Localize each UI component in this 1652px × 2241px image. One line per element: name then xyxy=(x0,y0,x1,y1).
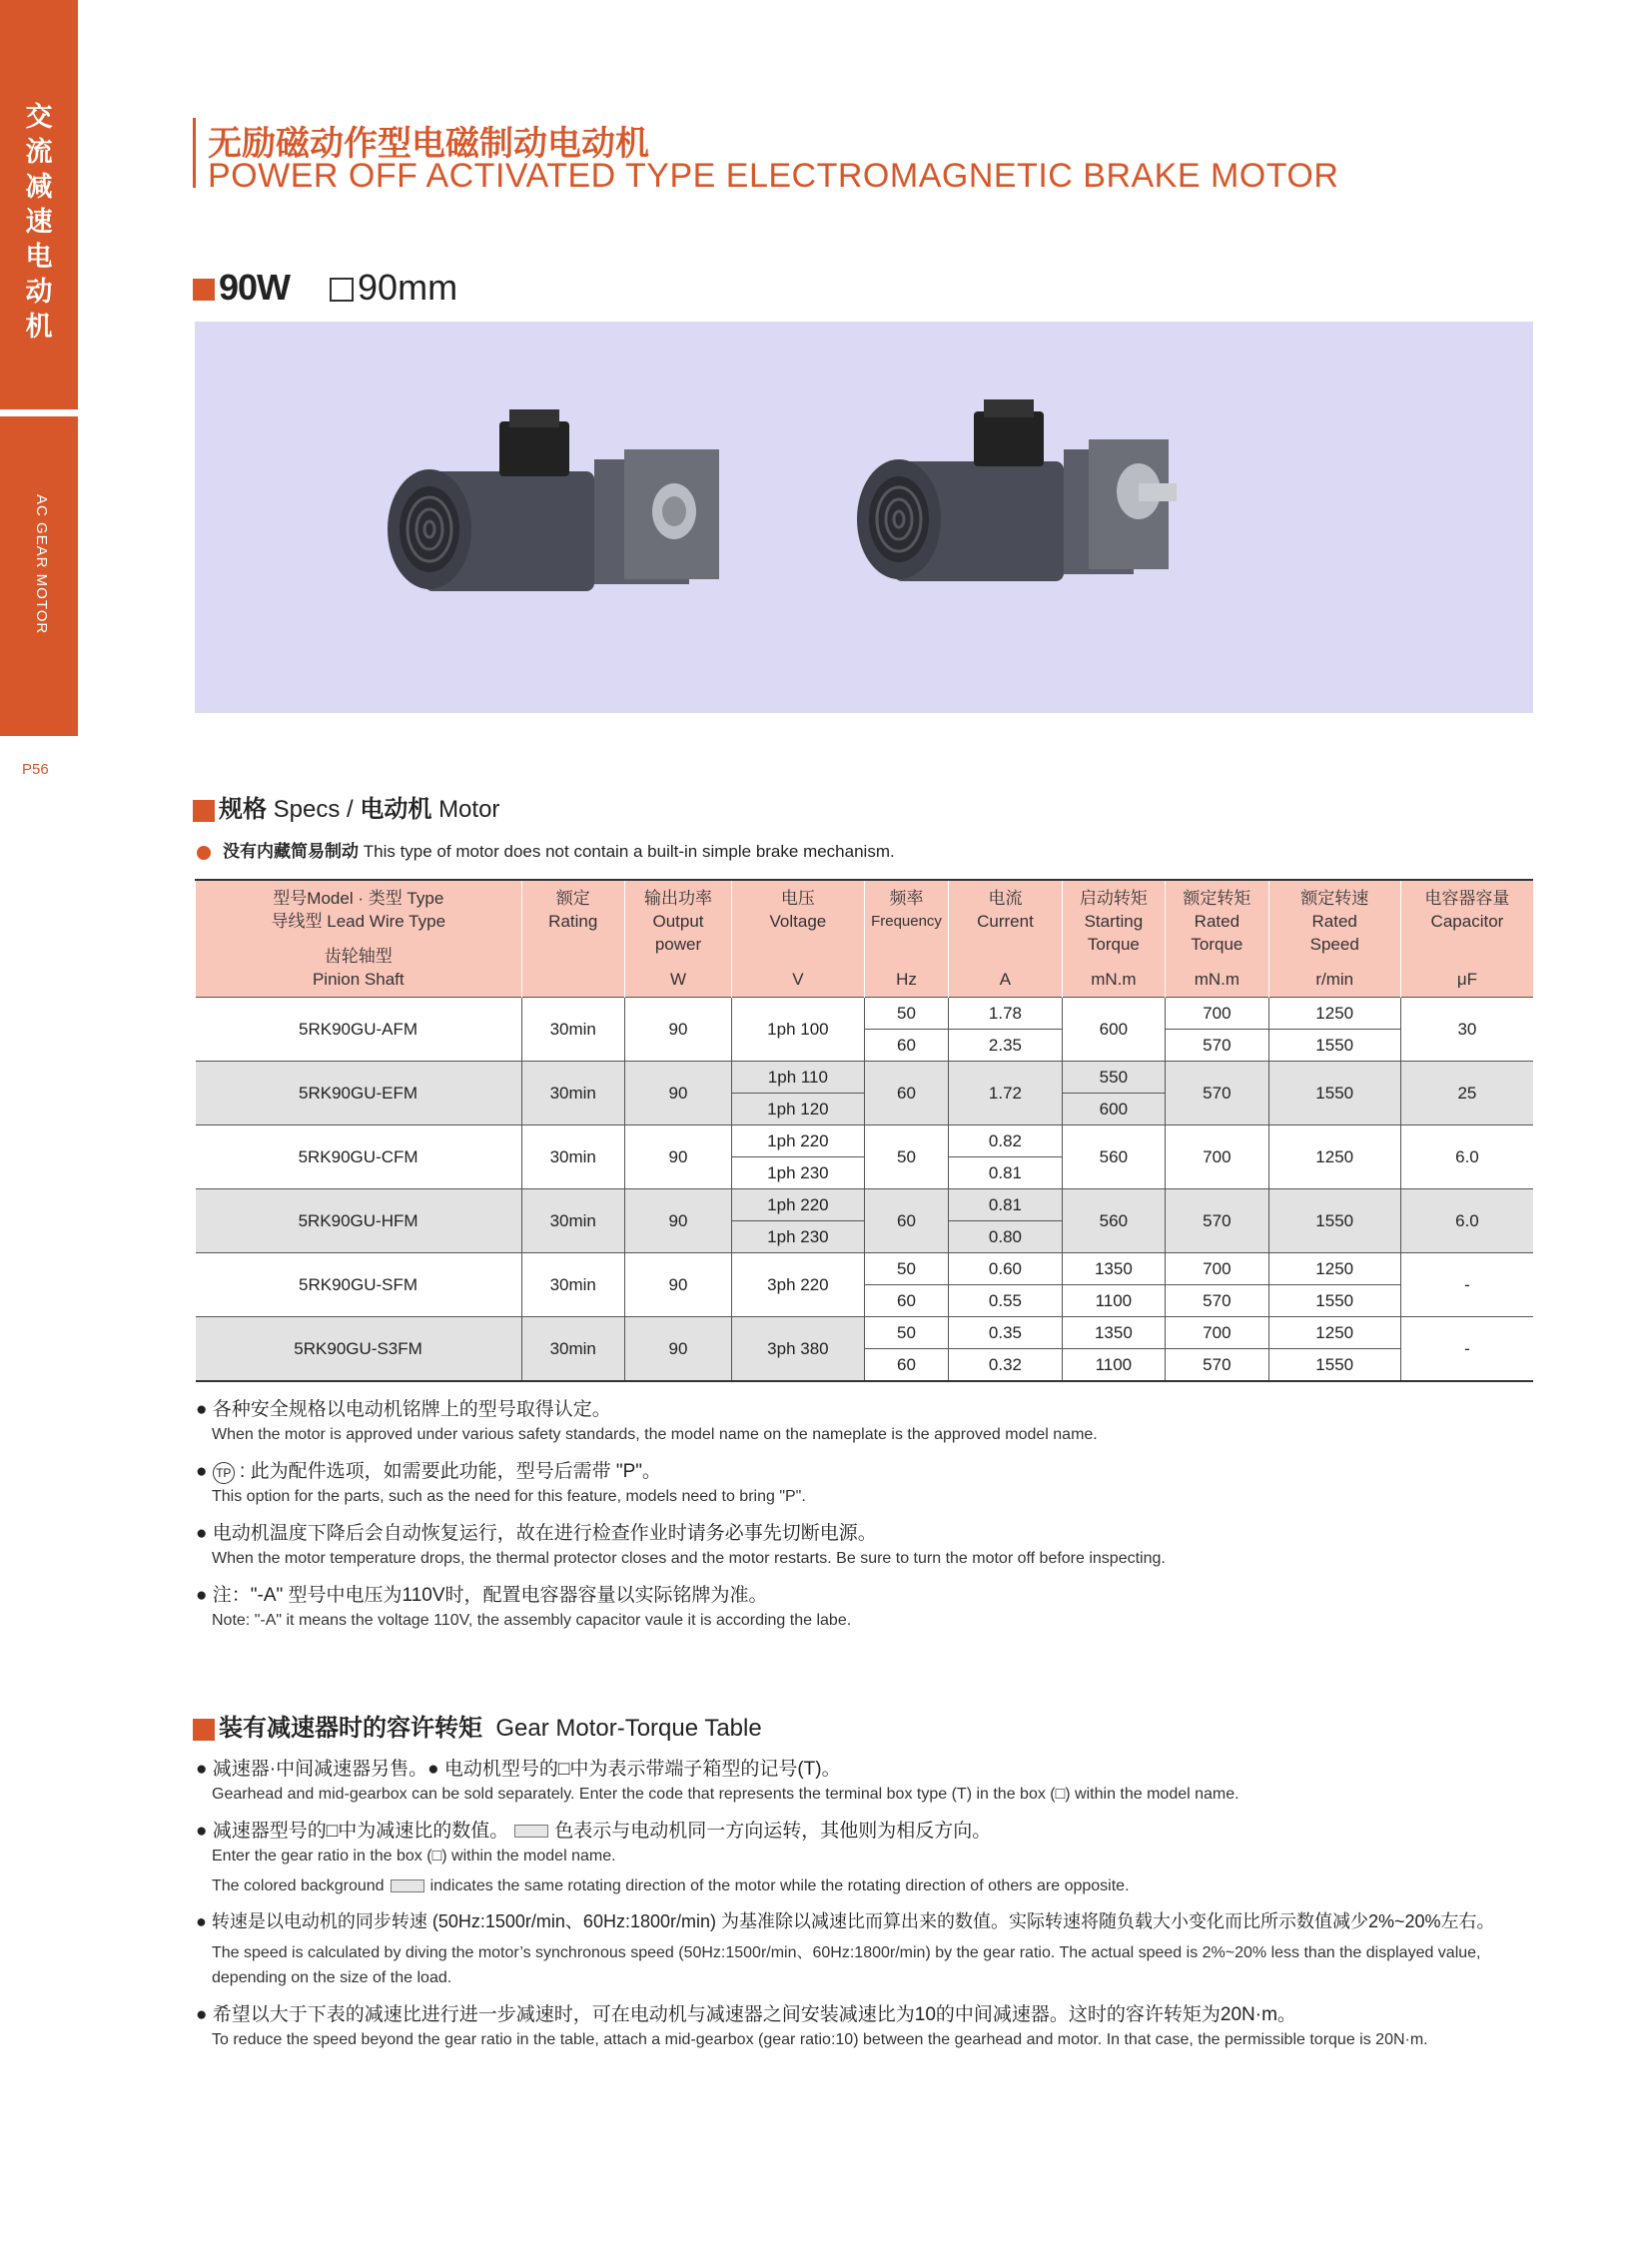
col-power: 输出功率 Output power W xyxy=(624,880,731,998)
gear-bullet-3-cn: ● 转速是以电动机的同步转速 (50Hz:1500r/min、60Hz:1800r/min) 为基准除以减速比而算出来的数值。实际转速将随负载大小变化而比所示数值减少2%~20%左右。 xyxy=(196,1911,1495,1931)
filled-square-icon xyxy=(193,800,215,822)
gear-bullet-2-en2: The colored background indicates the same rotating direction of the motor while the rotating direction of others are opposite. xyxy=(212,1877,1130,1894)
filled-square-icon xyxy=(193,279,215,301)
table-row: 5RK90GU-AFM 30min 90 1ph 100 50 1.78 600 700 1250 30 xyxy=(196,998,1534,1030)
color-swatch-icon xyxy=(391,1879,424,1892)
table-row: 5RK90GU-S3FM 30min 90 3ph 380 50 0.35 1350 700 1250 - xyxy=(196,1317,1534,1349)
note-1-en: When the motor is approved under various safety standards, the model name on the nameplate is the approved model name. xyxy=(212,1426,1098,1443)
table-header-row xyxy=(196,880,1534,998)
col-model: 型号Model · 类型 Type 导线型 Lead Wire Type 齿轮轴型 Pinion Shaft xyxy=(196,880,522,998)
table-row: 5RK90GU-CFM 30min 90 1ph 220 50 0.82 560 700 1250 6.0 xyxy=(196,1125,1534,1157)
gear-bullet-4-en: To reduce the speed beyond the gear ratio in the table, attach a mid-gearbox (gear ratio:10) between the gearhead and motor. In that case, the permissible torque is 20N·m. xyxy=(212,2031,1428,2048)
motor-left-image xyxy=(388,409,719,591)
gear-bullet-4-cn: ● 希望以大于下表的减速比进行进一步减速时，可在电动机与减速器之间安装减速比为10的中间减速器。这时的容许转矩为20N·m。 xyxy=(196,2004,1296,2025)
col-capacitor: 电容器容量 Capacitor μF xyxy=(1400,880,1533,998)
tp-icon: TP xyxy=(213,1462,235,1484)
note-4-en: Note: "-A" it means the voltage 110V, the assembly capacitor vaule it is according the labe. xyxy=(212,1612,852,1629)
note-4-cn: ● 注："-A" 型号中电压为110V时，配置电容器容量以实际铭牌为准。 xyxy=(196,1585,768,1606)
gear-bullet-3-en1: The speed is calculated by diving the motor’s synchronous speed (50Hz:1500r/min、60Hz:1800r/min) by the gear ratio. The actual speed is 2%~20% less than the displayed value, xyxy=(212,1944,1481,1961)
motor-right-image xyxy=(857,399,1177,581)
empty-square-icon xyxy=(330,278,354,302)
sidebar-top-band xyxy=(0,0,78,409)
col-rated-torque: 额定转矩 Rated Torque mN.m xyxy=(1166,880,1268,998)
filled-square-icon xyxy=(193,1719,215,1741)
table-row: 60 0.32 1100 570 1550 xyxy=(196,1349,1534,1382)
gear-heading: 装有减速器时的容许转矩 Gear Motor-Torque Table xyxy=(193,1708,762,1743)
table-row: 60 0.55 1100 570 1550 xyxy=(196,1285,1534,1317)
table-row: 5RK90GU-SFM 30min 90 3ph 220 50 0.60 1350 700 1250 - xyxy=(196,1253,1534,1285)
page-number: P56 xyxy=(22,761,49,778)
gear-bullet-1-en: Gearhead and mid-gearbox can be sold separately. Enter the code that represents the terminal box type (T) in the box (□) within the model name. xyxy=(212,1786,1239,1803)
table-row: 5RK90GU-HFM 30min 90 1ph 220 60 0.81 560 570 1550 6.0 xyxy=(196,1189,1534,1221)
note-1-cn: ● 各种安全规格以电动机铭牌上的型号取得认定。 xyxy=(196,1399,611,1420)
bullet-icon xyxy=(197,846,211,860)
table-row: 5RK90GU-EFM 30min 90 1ph 110 60 1.72 550 570 1550 25 xyxy=(196,1062,1534,1094)
table-row: 1ph 120 600 xyxy=(196,1094,1534,1125)
color-swatch-icon xyxy=(514,1825,548,1838)
table-row: 1ph 230 0.81 xyxy=(196,1157,1534,1189)
col-current: 电流 Current A xyxy=(949,880,1062,998)
size-label: 90mm xyxy=(358,267,458,308)
page-title-cn: 无励磁动作型电磁制动电动机 xyxy=(208,125,649,163)
specs-heading: 规格 Specs / 电动机 Motor xyxy=(193,789,499,824)
spec-heading xyxy=(193,267,457,309)
col-voltage: 电压 Voltage V xyxy=(732,880,865,998)
product-photo-panel xyxy=(195,322,1533,713)
spec-table xyxy=(195,879,1533,1382)
col-frequency: 频率 Frequency Hz xyxy=(864,880,949,998)
power-label: 90W xyxy=(219,267,291,308)
col-starting-torque: 启动转矩 Starting Torque mN.m xyxy=(1062,880,1166,998)
sidebar-chinese-label: 交流减速电动机 xyxy=(25,102,53,342)
builtin-brake-note: 没有内藏简易制动 This type of motor does not contain a built-in simple brake mechanism. xyxy=(197,837,895,862)
motor-illustration xyxy=(195,322,1533,713)
note-2-cn: ● TP : 此为配件选项，如需要此功能，型号后需带 "P"。 xyxy=(196,1461,662,1482)
gear-bullet-2-en1: Enter the gear ratio in the box (□) within the model name. xyxy=(212,1848,616,1865)
gear-bullet-2-cn: ● 减速器型号的□中为减速比的数值。 色表示与电动机同一方向运转，其他则为相反方向。 xyxy=(196,1821,992,1842)
note-3-cn: ● 电动机温度下降后会自动恢复运行，故在进行检查作业时请务必事先切断电源。 xyxy=(196,1523,877,1544)
gear-bullet-3-en2: depending on the size of the load. xyxy=(212,1969,452,1986)
col-rated-speed: 额定转速 Rated Speed r/min xyxy=(1268,880,1400,998)
note-3-en: When the motor temperature drops, the thermal protector closes and the motor restarts. Be sure to turn the motor off before inspecting. xyxy=(212,1550,1166,1567)
table-row: 1ph 230 0.80 xyxy=(196,1221,1534,1253)
table-row: 60 2.35 570 1550 xyxy=(196,1030,1534,1062)
gear-bullet-1-cn: ● 减速器·中间减速器另售。● 电动机型号的□中为表示带端子箱型的记号(T)。 xyxy=(196,1759,841,1780)
sidebar-english-label: AC GEAR MOTOR xyxy=(33,494,50,635)
page-title-en: POWER OFF ACTIVATED TYPE ELECTROMAGNETIC BRAKE MOTOR xyxy=(208,157,1339,195)
col-rating: 额定 Rating xyxy=(521,880,624,998)
note-2-en: This option for the parts, such as the need for this feature, models need to bring "P". xyxy=(212,1488,806,1505)
title-accent-bar xyxy=(193,118,196,188)
